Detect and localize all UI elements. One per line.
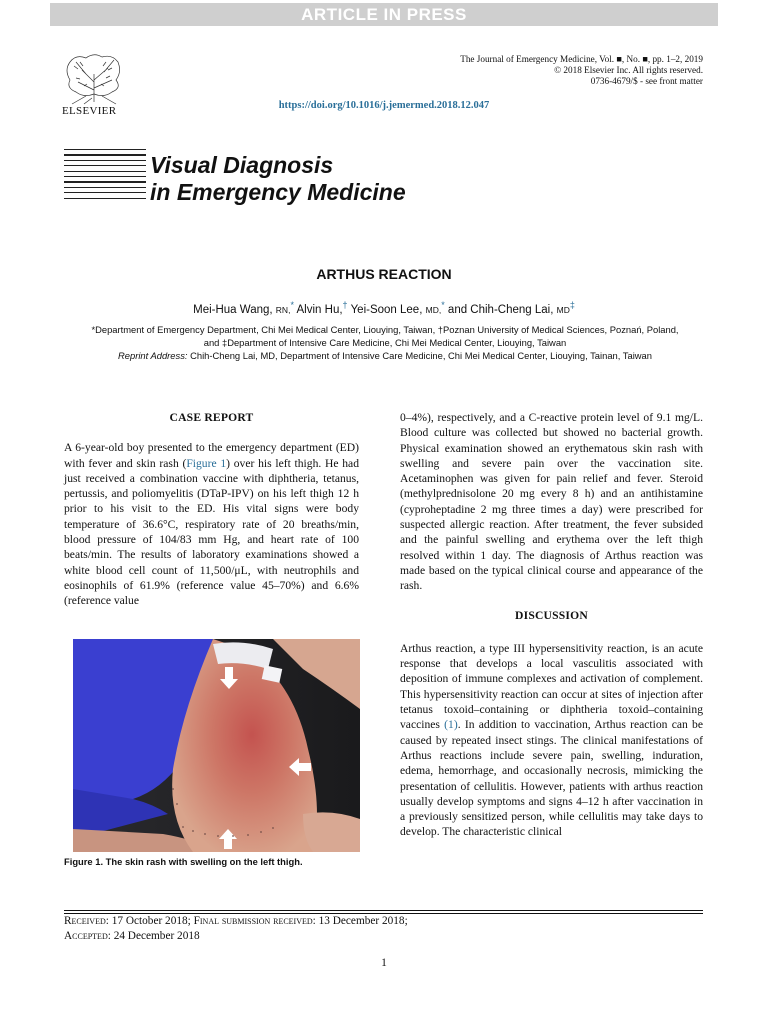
figure-1-thigh-photo <box>73 639 360 852</box>
author-name: Mei-Hua Wang, <box>193 303 273 316</box>
author-list <box>0 300 768 316</box>
final-submission-label: Final submission received: <box>193 915 316 927</box>
affiliations <box>60 323 710 362</box>
section-title-line1: Visual Diagnosis <box>150 152 334 178</box>
discussion-paragraph: Arthus reaction, a type III hypersensitivity reaction, is an acute response that develops a local vasculitis associated with deposition of immune complexes and activation of complement. This hypersensitivity reaction can occur at sites of injection after tetanus toxoid–containing or diphtheria toxoid–containing vaccines (1). In addition to vaccination, Arthus reaction can be caused by repeated insect stings. The clinical manifestations of Arthus reactions include severe pain, swelling, induration, edema, hemorrhage, and occasionally necrosis, mimicking the presentation of cellulitis. However, patients with arthus reaction usually develop symptoms and signs 4–12 h after vaccination in a previously sensitized person, while cellulitis may take days to develop. The characteristic clinical <box>400 641 703 839</box>
affiliation-mark[interactable]: ‡ <box>569 300 575 310</box>
publisher-name: ELSEVIER <box>62 105 117 117</box>
case-report-column <box>64 410 359 609</box>
author-degree: MD <box>556 304 570 315</box>
article-dates <box>64 914 408 944</box>
journal-meta <box>460 54 703 87</box>
received-label: Received: <box>64 915 109 927</box>
issn: 0736-4679/$ - see front matter <box>590 76 703 86</box>
final-submission-date: 13 December 2018; <box>318 915 408 927</box>
case-report-paragraph: A 6-year-old boy presented to the emergency department (ED) with fever and skin rash (Figure 1) over his left thigh. He had just received a combination vaccine with diphtheria, tetanus, pertussis, and poliomyelitis (DTaP-IPV) on his left thigh 12 h prior to his visit to the ED. His vital signs were body temperature of 36.6°C, respiratory rate of 20 breaths/min, blood pressure of 104/83 mm Hg, and heart rate of 100 beats/min. The results of laboratory examinations showed a white blood cell count of 11,500/μL, with neutrophils and eosinophils of 61.9% (reference value 45–70%) and 6.6% (reference value <box>64 441 359 608</box>
reference-1-link[interactable]: (1) <box>444 718 458 732</box>
discussion-heading: DISCUSSION <box>515 608 588 622</box>
author-degree: RN, <box>275 304 291 315</box>
reprint-address <box>60 349 710 362</box>
doi-link[interactable]: https://doi.org/10.1016/j.jemermed.2018.12.047 <box>278 100 490 111</box>
right-column <box>400 410 703 840</box>
accepted-label: Accepted: <box>64 930 111 942</box>
received-date: 17 October 2018; <box>111 915 191 927</box>
section-title-line2: in Emergency Medicine <box>150 179 406 205</box>
affiliation-line: *Department of Emergency Department, Chi Mei Medical Center, Liouying, Taiwan, †Poznan University of Medical Sciences, Poznań, Poland, <box>91 324 679 335</box>
section-rule-lines <box>64 149 146 205</box>
author-name: and Chih-Cheng Lai, <box>447 303 554 316</box>
accepted-date: 24 December 2018 <box>113 930 200 942</box>
case-report-paragraph-continued: 0–4%), respectively, and a C-reactive protein level of 9.1 mg/L. Blood culture was collected but showed no bacterial growth. Physical examination showed an erythematous skin rash with swelling and severe pain over the vaccination site. Acetaminophen was given for pain relief and fever. Steroid (methylprednisolone 20 mg every 8 h) and an antihistamine (cyproheptadine 2 mg three times a day) were prescribed for suspected allergic reaction. After treatment, the fever subsided and the painful swelling and erythema over the left thigh resolved within 1 day. The diagnosis of Arthus reaction was made based on the typical clinical course and appearance of the rash. <box>400 411 703 593</box>
journal-citation: The Journal of Emergency Medicine, Vol. ■, No. ■, pp. 1–2, 2019 <box>460 54 703 64</box>
case-report-heading: CASE REPORT <box>169 411 254 424</box>
article-title: ARTHUS REACTION <box>316 266 452 282</box>
affiliation-mark[interactable]: † <box>342 300 348 310</box>
author-name: Yei-Soon Lee, <box>350 303 423 316</box>
affiliation-mark[interactable]: * <box>290 300 294 310</box>
affiliation-mark[interactable]: * <box>441 300 445 310</box>
author-name: Alvin Hu, <box>296 303 343 316</box>
figure-caption: Figure 1. The skin rash with swelling on the left thigh. <box>64 856 303 867</box>
reprint-text: Chih-Cheng Lai, MD, Department of Intensive Care Medicine, Chi Mei Medical Center, Liouying, Tainan, Taiwan <box>190 350 652 361</box>
page-number: 1 <box>381 957 387 969</box>
section-title <box>150 152 406 206</box>
footer-rule <box>64 910 703 911</box>
copyright: © 2018 Elsevier Inc. All rights reserved. <box>554 65 703 75</box>
figure-1-link[interactable]: Figure 1 <box>186 456 227 470</box>
author-degree: MD, <box>425 304 442 315</box>
reprint-label: Reprint Address: <box>118 350 188 361</box>
affiliation-line: and ‡Department of Intensive Care Medicine, Chi Mei Medical Center, Liouying, Taiwan <box>203 337 567 348</box>
article-in-press-banner: ARTICLE IN PRESS <box>50 3 718 26</box>
